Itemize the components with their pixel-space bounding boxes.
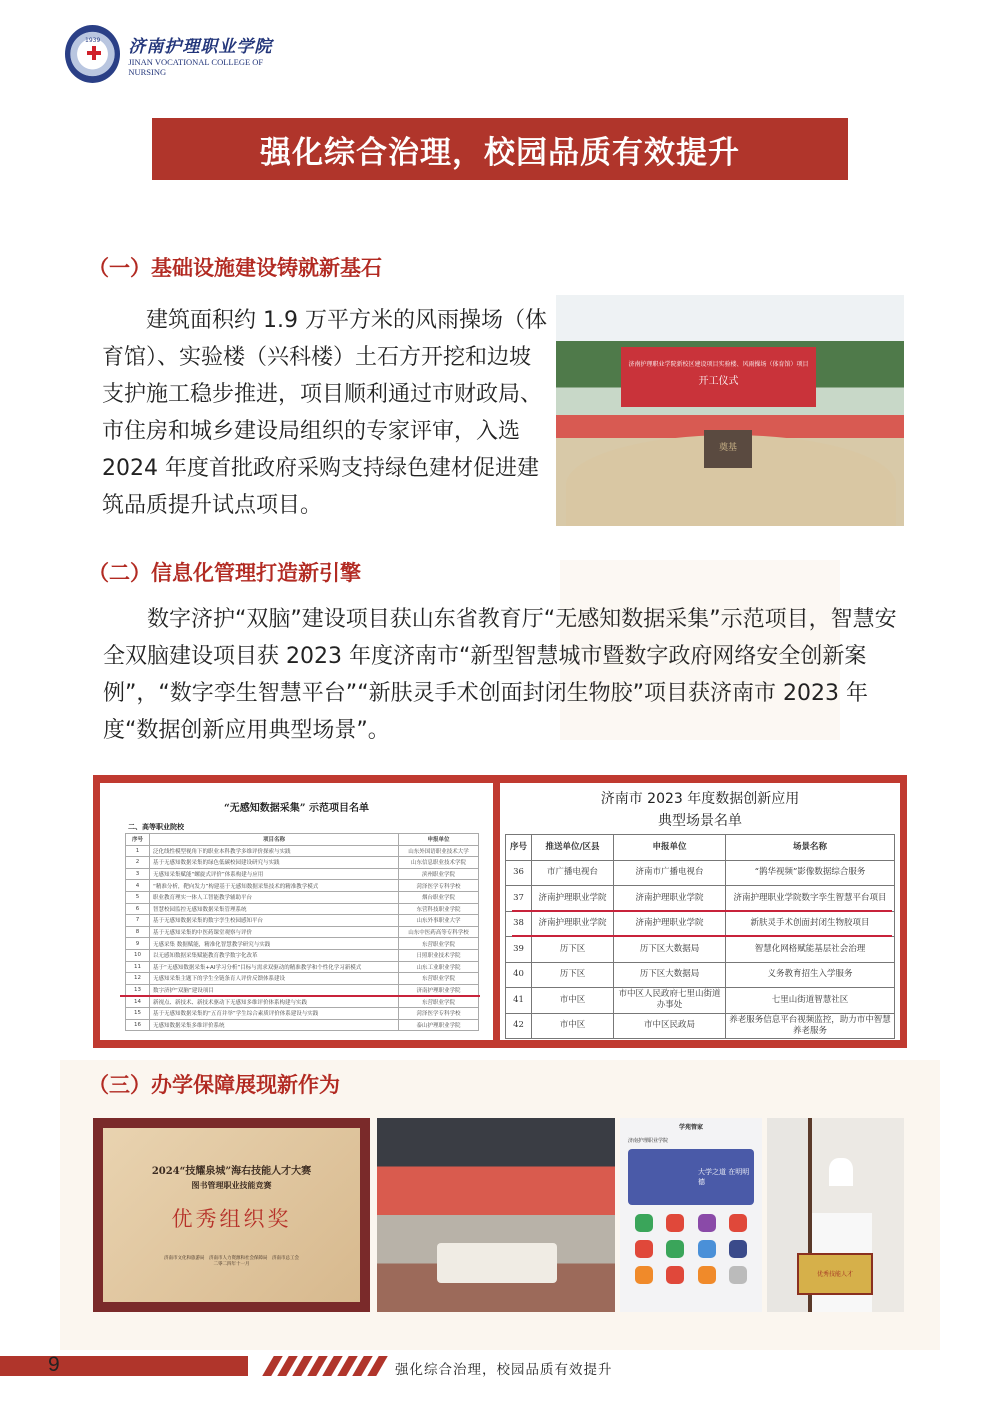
- column-header: 序号: [506, 835, 532, 861]
- table-row: [126, 857, 479, 869]
- table-cell: 山东中医药高等专科学校: [399, 926, 479, 938]
- table-cell: 历下区大数据局: [614, 937, 726, 963]
- table-cell: 济南护理职业学院: [532, 911, 614, 937]
- app-icon[interactable]: [666, 1266, 684, 1284]
- section-heading-2: （二）信息化管理打造新引擎: [88, 561, 361, 585]
- table-cell: 基于无感知数据采集的“五育并举”学生综合素质评价体系建设与实践: [150, 1007, 399, 1019]
- certificate-line2: 图书管理职业技能竞赛: [191, 1180, 272, 1190]
- table-cell: 新肤灵手术创面封闭生物胶项目: [726, 911, 895, 937]
- table-row: [126, 915, 479, 927]
- section-heading-1: （一）基础设施建设铸就新基石: [88, 256, 382, 280]
- app-banner: 大学之道 在明明德: [628, 1149, 754, 1205]
- column-header: 场景名称: [726, 835, 895, 861]
- table-cell: 41: [506, 988, 532, 1014]
- chef-hat: [829, 1158, 853, 1186]
- table-cell: 14: [126, 996, 150, 1008]
- backdrop-title: 开工仪式: [698, 376, 739, 387]
- app-icon[interactable]: [729, 1214, 747, 1232]
- certificate-issuers: 济南市文化和旅游局 济南市人力资源和社会保障局 济南市总工会: [164, 1256, 299, 1261]
- table-cell: 16: [126, 1019, 150, 1031]
- table-cell: 13: [126, 984, 150, 996]
- school-name-cn: 济南护理职业学院: [128, 36, 273, 57]
- table-cell: 6: [126, 903, 150, 915]
- table-row: [126, 938, 479, 950]
- school-name-en: JINAN VOCATIONAL COLLEGE OF NURSING: [128, 56, 264, 77]
- table-cell: 山东工业职业学院: [399, 961, 479, 973]
- app-icon[interactable]: [698, 1266, 716, 1284]
- table-cell: 2: [126, 857, 150, 869]
- table-cell: 山东外国语职业技术大学: [399, 845, 479, 857]
- seal-year: 1939: [85, 37, 101, 44]
- table-row: [126, 949, 479, 961]
- table-cell: 数字济护“双脑”建设项目: [150, 984, 399, 996]
- app-icon-grid: [632, 1214, 750, 1284]
- table-cell: 市中区人民政府七里山街道办事处: [614, 988, 726, 1014]
- chef-certificate: 优秀技能人才: [797, 1253, 873, 1295]
- app-icon[interactable]: [635, 1214, 653, 1232]
- table-cell: 基于无感知数据采集的绿色低碳校园建设研究与实践: [150, 857, 399, 869]
- table-cell: 济南护理职业学院: [614, 886, 726, 912]
- table-row: [126, 903, 479, 915]
- table-cell: 无感知采集赋能“螺旋式评价”体系构建与应用: [150, 868, 399, 880]
- table-row: [506, 962, 895, 988]
- app-icon[interactable]: [729, 1266, 747, 1284]
- table-row: [126, 1019, 479, 1031]
- left-table-panel: [100, 783, 493, 1040]
- table-cell: 东营职业学院: [399, 973, 479, 985]
- table-cell: 山东信息职业技术学院: [399, 857, 479, 869]
- ceremony-backdrop: [621, 347, 816, 407]
- highlight-line: [512, 935, 892, 937]
- section-1-body: 建筑面积约 1.9 万平方米的风雨操场（体育馆）、实验楼（兴科楼）土石方开挖和边坡支护施工稳步推进，项目顺利通过市财政局、市住房和城乡建设局组织的专家评审，入选 2024 年度首批政府采购支持绿色建材促进建筑品质提升试点项目。: [102, 308, 547, 518]
- column-header: 申报单位: [614, 835, 726, 861]
- table-cell: 烟台职业学院: [399, 891, 479, 903]
- right-table-title-2: 典型场景名单: [658, 813, 742, 829]
- award-certificate-photo: [93, 1118, 370, 1312]
- table-cell: 菏泽医学专科学校: [399, 1007, 479, 1019]
- table-cell: 5: [126, 891, 150, 903]
- table-row: [126, 996, 479, 1008]
- demo-project-table: [125, 833, 479, 1031]
- table-row: [506, 911, 895, 937]
- data-tables-figure: [93, 775, 907, 1048]
- table-row: [506, 1013, 895, 1039]
- certificate-plaque: [103, 1128, 360, 1302]
- table-cell: 济南市广播电视台: [614, 860, 726, 886]
- table-cell: 11: [126, 961, 150, 973]
- column-header: 申报单位: [399, 834, 479, 846]
- table-cell: 42: [506, 1013, 532, 1039]
- red-cross-icon: [87, 46, 101, 60]
- table-cell: 东营职业学院: [399, 938, 479, 950]
- table-cell: 东营职业学院: [399, 996, 479, 1008]
- column-header: 序号: [126, 834, 150, 846]
- table-row: [126, 926, 479, 938]
- table-cell: 12: [126, 973, 150, 985]
- table-cell: 历下区大数据局: [614, 962, 726, 988]
- table-cell: “精准分析，靶向发力”构建基于无感知数据采集技术的精准教学模式: [150, 880, 399, 892]
- table-cell: 菏泽医学专科学校: [399, 880, 479, 892]
- table-cell: 市中区: [532, 988, 614, 1014]
- table-cell: 山东外事职业大学: [399, 915, 479, 927]
- table-row: [126, 891, 479, 903]
- table-row: [126, 880, 479, 892]
- table-cell: 智慧校园监控无感知数据采集管理系统: [150, 903, 399, 915]
- table-cell: “鹊华视频”影像数据综合服务: [726, 860, 895, 886]
- left-table-title: “无感知数据采集” 示范项目名单: [224, 803, 369, 814]
- table-cell: 无感知采集主题下的学生全链条育人评价反馈体系建设: [150, 973, 399, 985]
- table-cell: 3: [126, 868, 150, 880]
- left-table-subtitle: 二、高等职业院校: [128, 823, 184, 831]
- table-cell: 济南护理职业学院: [614, 911, 726, 937]
- app-icon[interactable]: [666, 1214, 684, 1232]
- foundation-stone: 奠基: [704, 430, 752, 468]
- table-cell: 基于“无感知数据采集+AI学习分析”目标与需求双驱动的精准教学和个性化学习新模式: [150, 961, 399, 973]
- table-cell: 市中区: [532, 1013, 614, 1039]
- table-header-row: [126, 834, 479, 846]
- backdrop-text: 济南护理职业学院新校区建设项目实验楼、风雨操场（体育馆）项目: [628, 361, 809, 368]
- table-cell: 38: [506, 911, 532, 937]
- app-icon[interactable]: [635, 1266, 653, 1284]
- phone-app-screenshot: [620, 1118, 762, 1312]
- table-header-row: [506, 835, 895, 861]
- section-2-body: 数字济护“双脑”建设项目获山东省教育厅“无感知数据采集”示范项目，智慧安全双脑建设项目获 2023 年度济南市“新型智慧城市暨数字政府网络安全创新案例”，“数字孪生智慧平台”“新肤灵手术创面封闭生物胶”项目获济南市 2023 年度“数据创新应用典型场景”。: [103, 607, 897, 743]
- table-cell: 15: [126, 1007, 150, 1019]
- table-cell: 济南护理职业学院: [399, 984, 479, 996]
- highlight-line: [512, 910, 892, 912]
- right-table-title: [505, 788, 895, 832]
- table-cell: 40: [506, 962, 532, 988]
- table-cell: 37: [506, 886, 532, 912]
- footer-bar: [0, 1353, 248, 1376]
- column-header: 推送单位/区县: [532, 835, 614, 861]
- table-row: [126, 868, 479, 880]
- table-cell: 39: [506, 937, 532, 963]
- table-row: [126, 845, 479, 857]
- table-cell: 基于无感知数据采集的数字孪生校园感知平台: [150, 915, 399, 927]
- app-icon[interactable]: [635, 1240, 653, 1258]
- table-cell: 基于无感知采集的中医药课堂观察与评价: [150, 926, 399, 938]
- table-cell: 职业教育理实一体人工智能教学辅助平台: [150, 891, 399, 903]
- groundbreaking-photo: [556, 295, 904, 526]
- app-icon[interactable]: [698, 1214, 716, 1232]
- celebration-photo: [377, 1118, 615, 1312]
- table-cell: 滨州职业学院: [399, 868, 479, 880]
- certificate-award: 优秀组织奖: [171, 1207, 292, 1231]
- app-school-name: 济南护理职业学院: [628, 1138, 669, 1144]
- table-cell: 8: [126, 926, 150, 938]
- table-cell: 以无感知数据采集赋能教育教学数字化改革: [150, 949, 399, 961]
- table-cell: 4: [126, 880, 150, 892]
- table-cell: 1: [126, 845, 150, 857]
- footer-title: 强化综合治理，校园品质有效提升: [395, 1362, 613, 1378]
- table-cell: 济南护理职业学院: [532, 886, 614, 912]
- table-row: [506, 860, 895, 886]
- table-cell: 无感知数据采集多维评价系统: [150, 1019, 399, 1031]
- section-heading-3: （三）办学保障展现新作为: [88, 1073, 340, 1097]
- table-cell: 济南护理职业学院数字孪生智慧平台项目: [726, 886, 895, 912]
- table-cell: 36: [506, 860, 532, 886]
- table-cell: 市中区民政局: [614, 1013, 726, 1039]
- page-number: 9: [48, 1353, 60, 1376]
- table-cell: 新视点、新技术、新技术驱动下无感知多维评价体系构建与实践: [150, 996, 399, 1008]
- table-cell: 无感采集 数据赋能，精准化智慧教学研究与实践: [150, 938, 399, 950]
- table-row: [506, 937, 895, 963]
- certificate-date: 二零二四年十一月: [213, 1262, 250, 1267]
- right-table-panel: [500, 783, 900, 1040]
- app-title: 学苑管家: [678, 1124, 703, 1131]
- table-cell: 东营科技职业学院: [399, 903, 479, 915]
- table-row: [506, 886, 895, 912]
- table-row: [506, 988, 895, 1014]
- table-cell: 10: [126, 949, 150, 961]
- cake: [437, 1243, 557, 1283]
- table-cell: 市广播电视台: [532, 860, 614, 886]
- right-table-title-1: 济南市 2023 年度数据创新应用: [600, 791, 800, 807]
- school-logo: [65, 25, 295, 83]
- school-seal-icon: [65, 25, 120, 83]
- table-cell: 日照职业技术学院: [399, 949, 479, 961]
- app-icon[interactable]: [666, 1240, 684, 1258]
- table-row: [126, 1007, 479, 1019]
- table-cell: 泰山护理职业学院: [399, 1019, 479, 1031]
- certificate-line1: 2024“技耀泉城”海右技能人才大赛: [151, 1166, 312, 1177]
- table-cell: 历下区: [532, 962, 614, 988]
- table-cell: 七里山街道智慧社区: [726, 988, 895, 1014]
- page-title-banner: 强化综合治理，校园品质有效提升: [152, 118, 848, 180]
- app-icon[interactable]: [729, 1240, 747, 1258]
- table-cell: 智慧化网格赋能基层社会治理: [726, 937, 895, 963]
- highlight-line: [120, 995, 480, 997]
- table-cell: 历下区: [532, 937, 614, 963]
- chef-photo: [767, 1118, 904, 1312]
- table-row: [126, 973, 479, 985]
- column-header: 项目名称: [150, 834, 399, 846]
- app-icon[interactable]: [698, 1240, 716, 1258]
- table-row: [126, 961, 479, 973]
- table-cell: 7: [126, 915, 150, 927]
- table-cell: 9: [126, 938, 150, 950]
- table-cell: 义务教育招生入学服务: [726, 962, 895, 988]
- table-cell: 养老服务信息平台视频监控，助力市中智慧养老服务: [726, 1013, 895, 1039]
- table-cell: 泛化线性模型视角下的职业本科教学多维评价探索与实践: [150, 845, 399, 857]
